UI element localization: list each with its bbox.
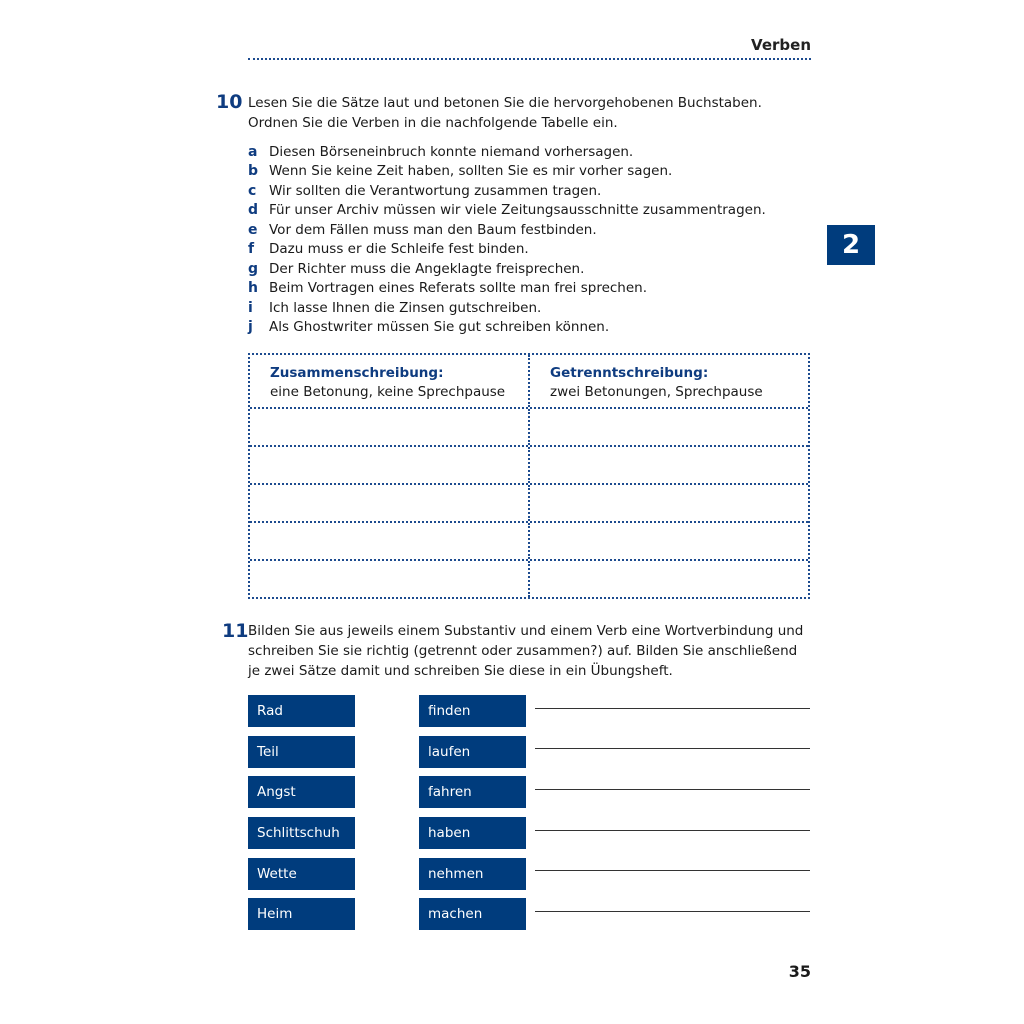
noun-box-rad: Rad [248, 695, 355, 727]
table-cell[interactable] [250, 485, 528, 521]
table-row [250, 559, 808, 597]
task-10-instruction: Lesen Sie die Sätze laut und betonen Sie die hervorgehobenen Buchstaben. Ordnen Sie die Verben in die nachfolgende Tabelle ein. [248, 95, 762, 131]
table-row [250, 445, 808, 483]
verb-box-fahren: fahren [419, 776, 526, 808]
table-cell[interactable] [528, 447, 808, 483]
table-row [250, 521, 808, 559]
list-item [248, 181, 808, 201]
item-text: Als Ghostwriter müssen Sie gut schreiben können. [269, 319, 610, 336]
answer-line[interactable] [535, 911, 810, 912]
item-text: Der Richter muss die Angeklagte freisprechen. [269, 260, 585, 277]
chapter-tab: 2 [827, 225, 875, 265]
verb-box-laufen: laufen [419, 736, 526, 768]
table-cell[interactable] [528, 409, 808, 445]
item-text: Wir sollten die Verantwortung zusammen tragen. [269, 182, 602, 199]
answer-line[interactable] [535, 830, 810, 831]
noun-box-angst: Angst [248, 776, 355, 808]
noun-box-heim: Heim [248, 898, 355, 930]
verb-box-machen: machen [419, 898, 526, 930]
list-item [248, 162, 808, 182]
item-letter: b [248, 163, 259, 180]
section-title: Verben [751, 36, 811, 54]
list-item [248, 318, 808, 338]
table-cell[interactable] [250, 523, 528, 559]
item-text: Wenn Sie keine Zeit haben, sollten Sie es mir vorher sagen. [269, 163, 673, 180]
column-zusammenschreibung [250, 355, 528, 407]
table-cell[interactable] [528, 485, 808, 521]
list-item [248, 279, 808, 299]
column-title: Zusammenschreibung: [270, 365, 444, 381]
task-11-instruction: Bilden Sie aus jeweils einem Substantiv und einem Verb eine Wortverbindung und schreiben Sie sie richtig (getrennt oder zusammen?) auf. Bilden Sie anschließend je zwei Sätze damit und schreiben Sie diese in ein Übungsheft. [248, 623, 804, 679]
list-item [248, 220, 808, 240]
item-letter: d [248, 202, 259, 219]
item-letter: f [248, 241, 255, 258]
table-cell[interactable] [250, 409, 528, 445]
answer-line[interactable] [535, 748, 810, 749]
list-item [248, 259, 808, 279]
column-subtitle: eine Betonung, keine Sprechpause [270, 384, 506, 400]
column-getrenntschreibung [528, 355, 808, 407]
list-item [248, 298, 808, 318]
table-cell[interactable] [528, 523, 808, 559]
noun-box-wette: Wette [248, 858, 355, 890]
table-row [250, 407, 808, 445]
page-number: 35 [788, 962, 811, 981]
table-header-row [250, 355, 808, 407]
task-10-number: 10 [216, 91, 243, 113]
table-cell[interactable] [528, 561, 808, 597]
noun-box-teil: Teil [248, 736, 355, 768]
item-letter: e [248, 221, 258, 238]
item-text: Ich lasse Ihnen die Zinsen gutschreiben. [269, 299, 542, 316]
item-text: Diesen Börseneinbruch konnte niemand vorhersagen. [269, 143, 634, 160]
item-letter: g [248, 260, 259, 277]
noun-box-schlittschuh: Schlittschuh [248, 817, 355, 849]
table-cell[interactable] [250, 447, 528, 483]
item-text: Dazu muss er die Schleife fest binden. [269, 241, 529, 258]
verb-box-haben: haben [419, 817, 526, 849]
column-title: Getrenntschreibung: [550, 365, 709, 381]
item-text: Für unser Archiv müssen wir viele Zeitungsausschnitte zusammentragen. [269, 202, 766, 219]
item-letter: a [248, 143, 258, 160]
answer-line[interactable] [535, 870, 810, 871]
list-item [248, 142, 808, 162]
item-letter: h [248, 280, 258, 297]
verb-box-finden: finden [419, 695, 526, 727]
task-11-number: 11 [222, 620, 249, 642]
classification-table [248, 353, 810, 599]
item-letter: j [248, 319, 253, 336]
answer-line[interactable] [535, 789, 810, 790]
answer-line[interactable] [535, 708, 810, 709]
item-letter: i [248, 299, 253, 316]
item-text: Beim Vortragen eines Referats sollte man frei sprechen. [269, 280, 648, 297]
table-row [250, 483, 808, 521]
list-item [248, 240, 808, 260]
list-item [248, 201, 808, 221]
item-letter: c [248, 182, 257, 199]
verb-box-nehmen: nehmen [419, 858, 526, 890]
table-cell[interactable] [250, 561, 528, 597]
item-text: Vor dem Fällen muss man den Baum festbinden. [269, 221, 597, 238]
column-subtitle: zwei Betonungen, Sprechpause [550, 384, 763, 400]
sentence-list [248, 142, 808, 337]
header-dotted-rule [248, 58, 811, 60]
